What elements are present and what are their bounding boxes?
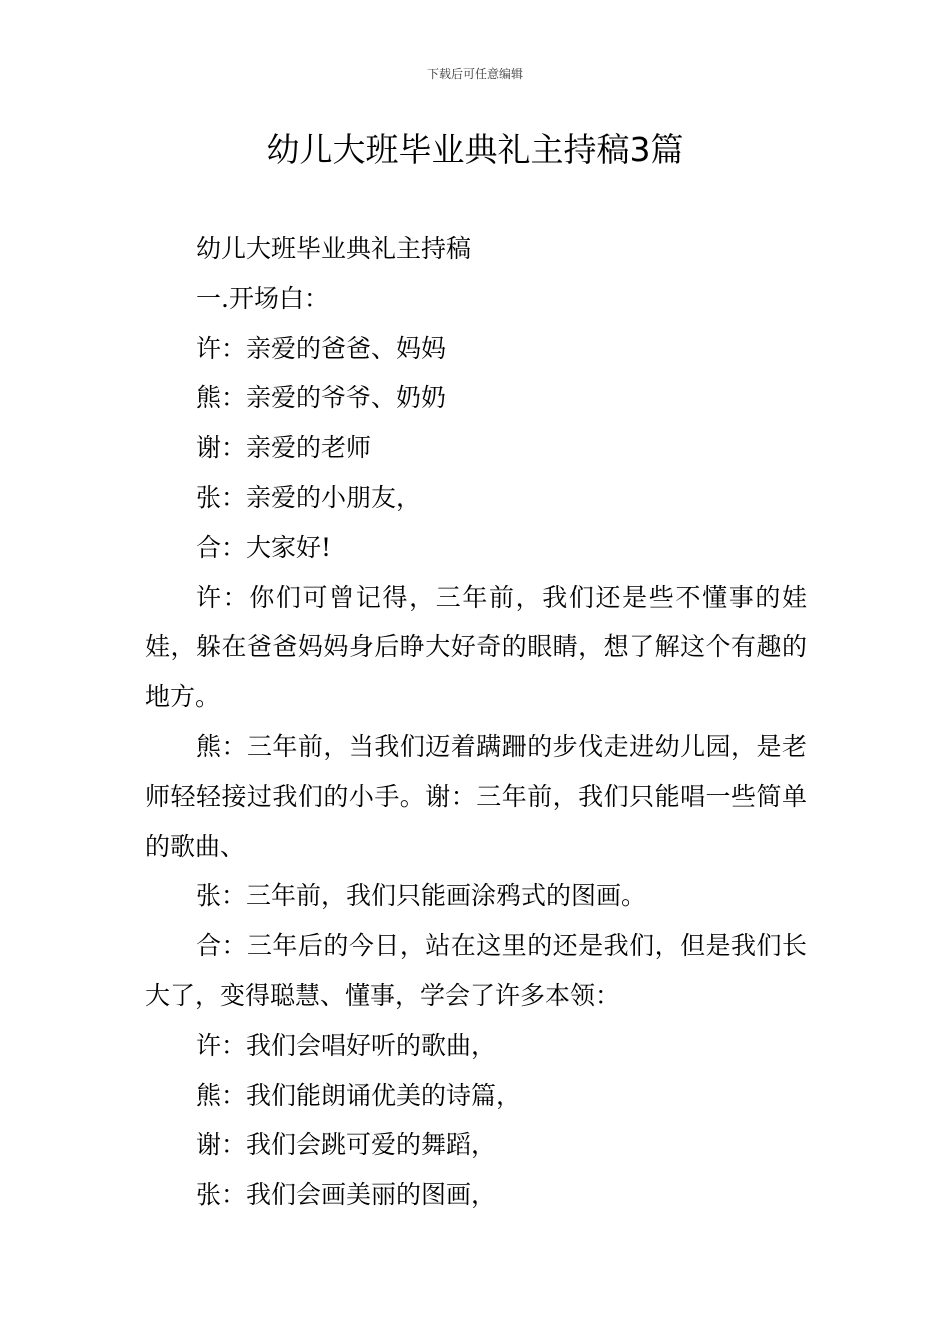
paragraph: 许：我们会唱好听的歌曲， <box>196 1030 497 1060</box>
document-body <box>145 224 807 1220</box>
paragraph: 张：亲爱的小朋友， <box>196 482 422 512</box>
paragraph: 张：三年前，我们只能画涂鸦式的图画。 <box>196 881 647 911</box>
paragraph: 合：三年后的今日，站在这里的还是我们，但是我们长大了，变得聪慧、懂事，学会了许多本领： <box>145 931 807 1010</box>
document-title: 幼儿大班毕业典礼主持稿3篇 <box>266 130 684 169</box>
paragraph: 熊：亲爱的爷爷、奶奶 <box>196 383 447 413</box>
paragraph: 合：大家好! <box>196 532 332 562</box>
paragraph: 熊：我们能朗诵优美的诗篇， <box>196 1080 522 1110</box>
paragraph: 谢：亲爱的老师 <box>196 433 372 463</box>
paragraph: 幼儿大班毕业典礼主持稿 <box>196 234 472 263</box>
paragraph: 熊：三年前，当我们迈着蹒跚的步伐走进幼儿园，是老师轻轻接过我们的小手。谢：三年前，我们只能唱一些简单的歌曲、 <box>145 731 807 861</box>
paragraph: 许：亲爱的爸爸、妈妈 <box>196 333 447 363</box>
header-note: 下载后可任意编辑 <box>426 67 523 81</box>
paragraph: 一.开场白： <box>196 283 329 313</box>
paragraph: 张：我们会画美丽的图画， <box>196 1180 497 1210</box>
paragraph: 谢：我们会跳可爱的舞蹈， <box>196 1130 497 1160</box>
paragraph: 许：你们可曾记得，三年前，我们还是些不懂事的娃娃，躲在爸爸妈妈身后睁大好奇的眼睛，想了解这个有趣的地方。 <box>145 582 807 712</box>
